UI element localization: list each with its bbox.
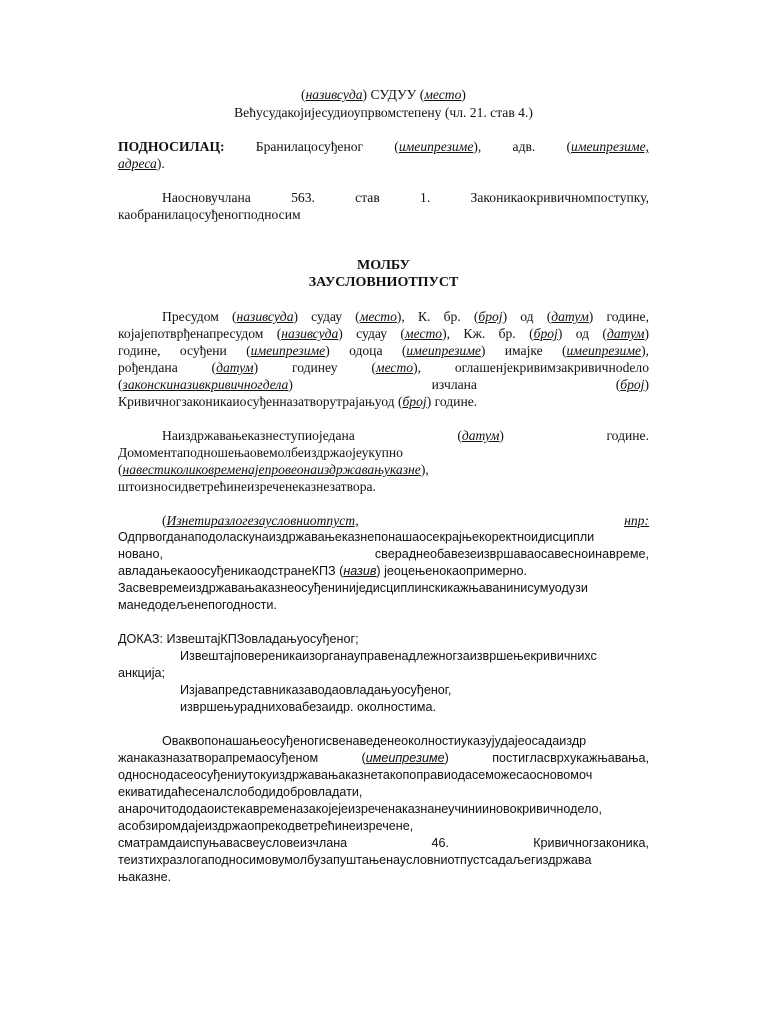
- panel-line: Већусудакојијесудиоупрвомстепену (чл. 21. став 4.): [234, 105, 533, 120]
- evidence-line-2: Извештајповереникаизорганауправенадлежногзаизвршењекривичнихс: [180, 649, 597, 663]
- serving-line-4: штоизносидветрећинеизреченеказнезатвора.: [118, 479, 376, 494]
- reasons-line-4: авладањекаоосуђеникаодстранеКПЗ (назив) јеоцењенокаопримерно.: [118, 564, 527, 578]
- document-title: МОЛБУ: [357, 258, 410, 273]
- serving-line-1: Наиздржавањеказнеступиоједана (датум) године.: [162, 428, 649, 443]
- verdict-line-1: Пресудом (називсуда) судау (место), К. бр. (број) од (датум) године,: [162, 309, 649, 324]
- intro-line: Наосновучлана 563. став 1. Законикаокривичномпоступку,: [162, 190, 649, 205]
- evidence-line-3: анкција;: [118, 666, 166, 680]
- conclusion-line-4: екиватидаћесеналслободидобровладати,: [118, 785, 363, 799]
- reasons-line-6: манедодељенепогодности.: [118, 598, 277, 612]
- conclusion-line-1: Оваквопонашањеосуђеногисвенаведенеоколностиуказујудајеосадаиздр: [162, 734, 587, 748]
- conclusion-line-7: сматрамдаиспуњавасвеусловеизчлана 46. Кривичногзаконика,: [118, 836, 649, 850]
- reasons-line-1: (Изнетиразлогезаусловниотпуст, нпр:: [162, 513, 649, 528]
- verdict-line-5: (законскиназивкривичногдела) изчлана (број): [118, 377, 649, 392]
- conclusion-line-3: односнодасеосуђениутокуиздржавањаказнетакопоправиодасеможесаосновомоч: [118, 768, 593, 782]
- verdict-line-6: Кривичногзаконикаиосуђенназатворутрајањуод (број) године.: [118, 394, 478, 409]
- applicant-line: ПОДНОСИЛАЦ: Бранилацосуђеног (имеипрезиме), адв. (имеипрезиме,: [118, 139, 649, 154]
- court-line: (називсуда) СУДУУ (место): [301, 87, 466, 102]
- reasons-line-3: новано, свераднеобавезеизвршаваосавесноинавреме,: [118, 547, 649, 561]
- verdict-line-4: рођендана (датум) годинеу (место), оглашенјекривимзакривичноdело: [118, 360, 649, 375]
- conclusion-line-9: њаказне.: [118, 870, 172, 884]
- court-name-placeholder: називсуда: [305, 87, 363, 102]
- applicant-address-line: адреса).: [118, 156, 165, 171]
- reasons-line-5: Засвевремеиздржавањаказнеосуђениниједисциплинскикажњаванинисумуодузи: [118, 581, 588, 595]
- conclusion-line-5: анарочитододаоистекавременазакојејеизреченаказнанеучинииновокривичнодело,: [118, 802, 603, 816]
- intro-line-2: каобранилацосуђеногподносим: [118, 207, 301, 222]
- place-placeholder: место: [424, 87, 462, 102]
- serving-line-3: (навестиколиковременајепровеонаиздржавањуказне),: [118, 462, 429, 477]
- reasons-line-2: Одпрвогданаподоласкунаиздржавањеказнепонашаосекрајњекоректноидисципли: [118, 530, 595, 544]
- evidence-line-1: ДОКАЗ: ИзвештајКПЗовладањуосуђеног;: [118, 632, 359, 646]
- verdict-line-3: године, осуђени (имеипрезиме) одоца (имеипрезиме) имајке (имеипрезиме),: [118, 343, 649, 358]
- applicant-label: ПОДНОСИЛАЦ:: [118, 139, 225, 154]
- conclusion-line-8: теизтихразлогаподносимовумолбузапуштањенаусловниотпустсадаљегиздржава: [118, 853, 592, 867]
- verdict-line-2: којајепотврђенапресудом (називсуда) судау (место), Кж. бр. (број) од (датум): [118, 326, 649, 341]
- serving-line-2: Домоментаподношењаовемолбеиздржаојеукупно: [118, 445, 403, 460]
- conclusion-line-6: асобзиромдајеиздржаопрекодветрећинеизречене,: [118, 819, 414, 833]
- evidence-line-4: Изјавапредставниказаводаовладањуосуђеног,: [180, 683, 452, 697]
- evidence-line-5: извршењурадниховабезаидр. околностима.: [180, 700, 436, 714]
- document-subtitle: ЗАУСЛОВНИОТПУСТ: [308, 275, 459, 290]
- conclusion-line-2: жанаказназатворапремаосуђеном (имеипрезиме) постигласврхукажњавања,: [118, 751, 649, 765]
